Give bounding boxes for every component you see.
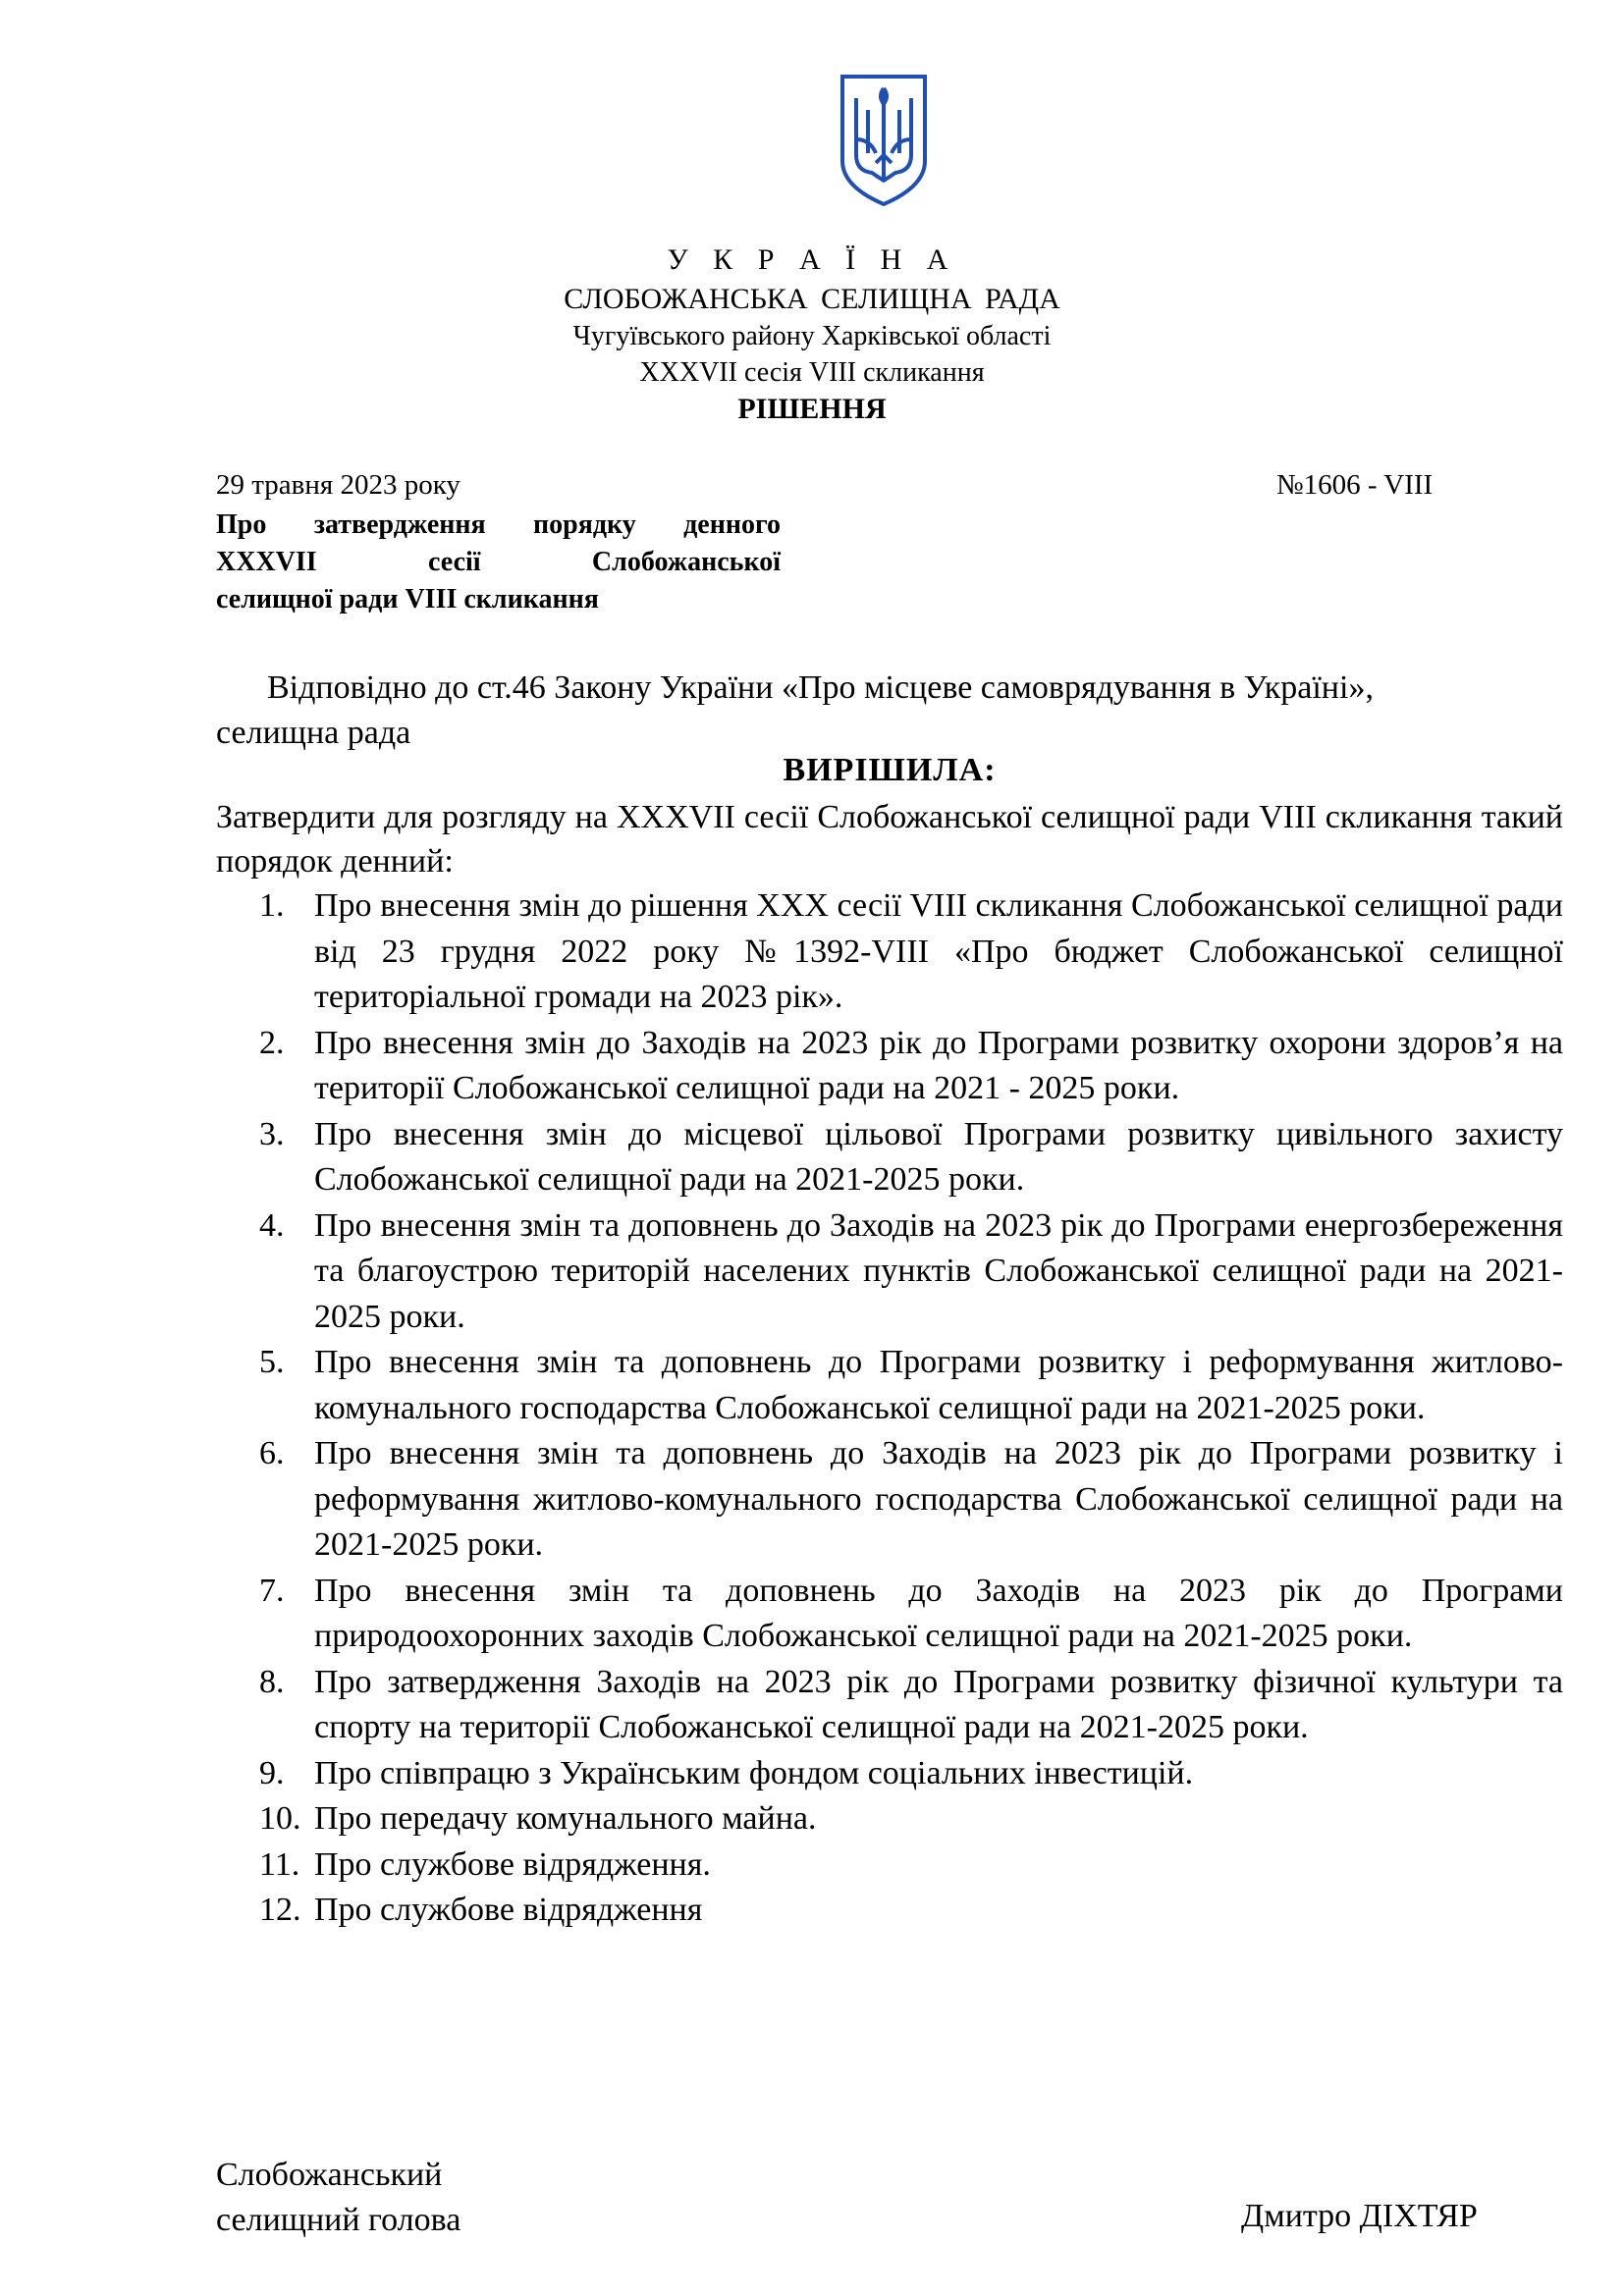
document-type: РІШЕННЯ <box>737 393 887 425</box>
agenda-item-number: 11. <box>259 1845 300 1883</box>
agenda-item-number: 8. <box>259 1663 285 1700</box>
agenda-item-number: 7. <box>259 1572 285 1609</box>
agenda-item-number: 6. <box>259 1435 285 1471</box>
agenda-item <box>216 1751 1563 1797</box>
preamble-line: селищна рада <box>216 715 411 751</box>
decided-heading: ВИРІШИЛА: <box>783 752 997 788</box>
agenda-item <box>216 1569 1563 1660</box>
decision-number: №1606 - VIII <box>1276 469 1434 501</box>
agenda-item <box>216 1660 1563 1751</box>
subject-line: селищної ради VIII скликання <box>216 584 599 614</box>
agenda-item-text: Про затвердження Заходів на 2023 рік до Програми розвитку фізичної культури та спорту на території Слобожанської селищної ради на 2021-2025 роки. <box>314 1663 1563 1745</box>
header-district: Чугуївського району Харківської області <box>572 321 1052 351</box>
signatory-name: Дмитро ДІХТЯР <box>1241 2198 1478 2234</box>
agenda-item <box>216 1796 1563 1842</box>
coat-of-arms-icon <box>835 71 933 208</box>
agenda-item <box>216 1888 1563 1934</box>
agenda-item-text: Про внесення змін до рішення XXX сесії VIII скликання Слобожанської селищної ради від 23 грудня 2022 року №1392-VIII «Про бюджет Слобожанської селищної територіальної громади на 2023 рік». <box>314 887 1563 1015</box>
decision-subject <box>216 507 781 618</box>
approve-text: Затвердити для розгляду на XXXVII сесії Слобожанської селищної ради VIII скликання такий порядок денний: <box>216 799 1563 880</box>
agenda-item-text: Про внесення змін до Заходів на 2023 рік до Програми розвитку охорони здоров’я на території Слобожанської селищної ради на 2021 - 2025 роки. <box>314 1024 1563 1106</box>
agenda-item <box>216 1021 1563 1112</box>
agenda-item <box>216 1112 1563 1203</box>
preamble-line: Відповідно до ст.46 Закону України «Про місцеве самоврядування в Україні», <box>267 669 1374 706</box>
decision-date: 29 травня 2023 року <box>216 469 460 501</box>
agenda-item-text: Про внесення змін до місцевої цільової Програми розвитку цивільного захисту Слобожанської селищної ради на 2021-2025 роки. <box>314 1115 1563 1198</box>
agenda-item-text: Про внесення змін та доповнень до Програми розвитку і реформування житлово-комунального господарства Слобожанської селищної ради на 2021-2025 роки. <box>314 1344 1563 1426</box>
header-session: XXXVII сесія VIII скликання <box>639 357 985 388</box>
agenda-item <box>216 1431 1563 1569</box>
agenda-item-text: Про передачу комунального майна. <box>314 1800 817 1837</box>
agenda-item-number: 1. <box>259 887 285 924</box>
agenda-item-text: Про службове відрядження <box>314 1892 703 1928</box>
agenda-item <box>216 883 1563 1021</box>
agenda-item-text: Про внесення змін та доповнень до Заходів на 2023 рік до Програми енергозбереження та благоустрою територій населених пунктів Слобожанської селищної ради на 2021-2025 роки. <box>314 1206 1563 1335</box>
subject-line: Про затвердження порядку денного <box>216 509 781 540</box>
agenda-item-text: Про співпрацю з Українським фондом соціальних інвестицій. <box>314 1754 1194 1791</box>
agenda-list <box>216 883 1563 1934</box>
agenda-item <box>216 1842 1563 1889</box>
agenda-item-text: Про внесення змін та доповнень до Заходів на 2023 рік до Програми розвитку і реформування житлово-комунального господарства Слобожанської селищної ради на 2021-2025 роки. <box>314 1435 1563 1563</box>
header-council-name: СЛОБОЖАНСЬКА СЕЛИЩНА РАДА <box>564 283 1060 315</box>
preamble <box>216 666 1563 756</box>
agenda-item-number: 9. <box>259 1754 285 1791</box>
agenda-item <box>216 1340 1563 1431</box>
agenda-item-number: 5. <box>259 1344 285 1380</box>
header-country: У К Р А Ї Н А <box>667 243 957 276</box>
agenda-item <box>216 1203 1563 1341</box>
agenda-item-number: 3. <box>259 1115 285 1152</box>
agenda-item-number: 4. <box>259 1206 285 1244</box>
agenda-item-number: 2. <box>259 1024 285 1061</box>
subject-line: XXXVII сесії Слобожанської <box>216 547 781 577</box>
signatory-title: селищний голова <box>216 2202 461 2238</box>
agenda-item-number: 12. <box>259 1892 301 1928</box>
agenda-item-text: Про внесення змін та доповнень до Заходів на 2023 рік до Програми природоохоронних заходів Слобожанської селищної ради на 2021-2025 роки. <box>314 1572 1563 1654</box>
agenda-item-number: 10. <box>259 1800 301 1837</box>
agenda-item-text: Про службове відрядження. <box>314 1845 711 1883</box>
signatory-title: Слобожанський <box>216 2157 443 2193</box>
